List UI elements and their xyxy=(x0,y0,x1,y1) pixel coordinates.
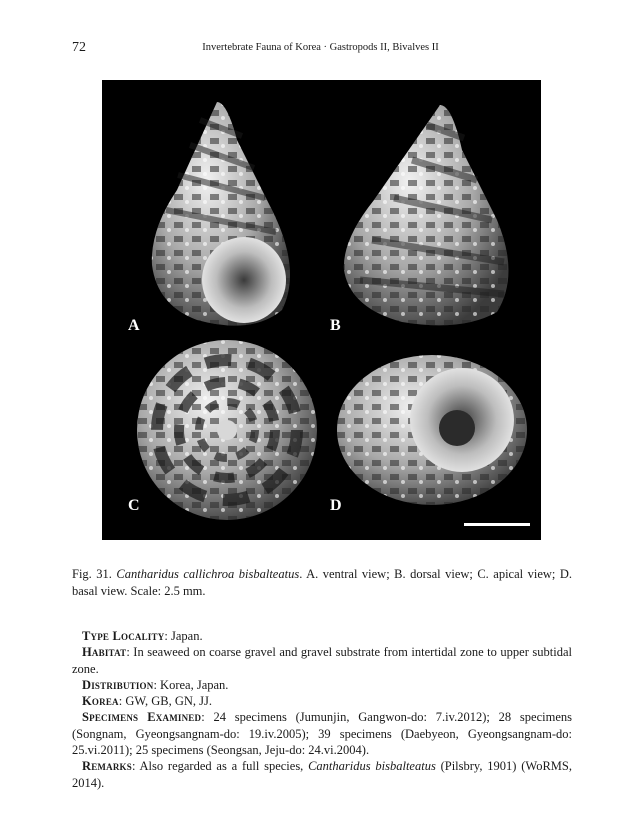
entry-heading: Type Locality xyxy=(82,629,165,643)
entry-text: : Japan. xyxy=(164,629,203,643)
caption-species: Cantharidus callichroa bisbalteatus xyxy=(116,567,300,581)
entry-heading: Korea xyxy=(82,694,119,709)
entry-text: : Korea, Japan. xyxy=(153,677,229,692)
entry-habitat xyxy=(72,644,572,677)
figure-panel xyxy=(102,80,541,540)
entry-distribution xyxy=(72,677,572,693)
entry-heading: Habitat xyxy=(82,645,127,660)
entry-heading: Remarks xyxy=(82,759,132,774)
shell-view-c xyxy=(137,340,317,520)
shell-figure xyxy=(102,80,541,540)
entry-text: : 24 specimens (Jumunjin, Gangwon-do: 7.iv.2012); 28 specimens (Songnam, Gyeongsangnam-do: 19.iv.2005); 39 specimens (Daebyeon, Gyeongsangnam-do: 25.vi.2011); 25 specimens (Seongsan, Jeju-do: 24.vi.2004). xyxy=(72,710,572,758)
caption-fig-number: Fig. 31. xyxy=(72,567,112,581)
species-entries xyxy=(72,628,572,791)
shell-view-b xyxy=(344,105,509,325)
panel-label-d: D xyxy=(330,497,342,514)
entry-text: (Pilsbry, 1901) (WoRMS, 2014). xyxy=(72,759,572,790)
entry-specimens-examined xyxy=(72,709,572,758)
entry-text: : GW, GB, GN, JJ. xyxy=(118,694,213,709)
caption-text: . A. ventral view; B. dorsal view; C. apical view; D. basal view. Scale: 2.5 mm. xyxy=(72,567,572,598)
figure-caption xyxy=(72,566,572,600)
entry-korea xyxy=(72,693,572,709)
entry-remarks xyxy=(72,758,572,791)
panel-label-a: A xyxy=(128,317,140,334)
shell-view-d xyxy=(337,355,527,505)
panel-label-c: C xyxy=(128,497,140,514)
entry-type-locality xyxy=(72,628,572,644)
entry-text: : In seaweed on coarse gravel and gravel substrate from intertidal zone to upper subtidal zone. xyxy=(72,645,572,676)
entry-text: : Also regarded as a full species, xyxy=(131,759,309,774)
running-header: Invertebrate Fauna of Korea · Gastropods II, Bivalves II xyxy=(202,42,439,53)
scale-bar xyxy=(464,523,530,526)
panel-label-b: B xyxy=(330,317,341,334)
shell-view-a xyxy=(152,102,290,326)
entry-heading: Specimens Examined xyxy=(82,710,202,725)
entry-heading: Distribution xyxy=(82,677,154,692)
remarks-species: Cantharidus bisbalteatus xyxy=(308,759,436,774)
page-number: 72 xyxy=(72,40,86,55)
